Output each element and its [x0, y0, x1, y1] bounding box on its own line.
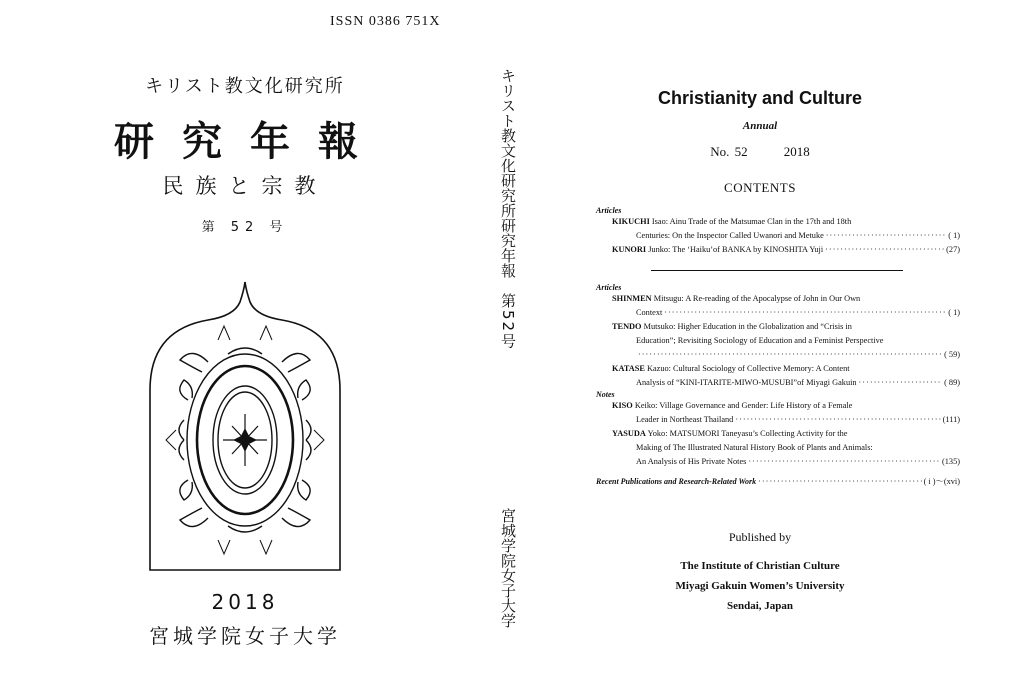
entry-title-line: Mitsugu: A Re-reading of the Apocalypse of John in Our Own	[653, 294, 861, 303]
entry-author: KUNORI	[612, 245, 647, 254]
publisher-line: The Institute of Christian Culture	[680, 560, 840, 572]
published-by-label: Published by	[728, 530, 792, 544]
entry-title-line: Mutsuko: Higher Education in the Globalization and “Crisis in	[643, 322, 852, 331]
entry-page: (27)	[946, 245, 960, 254]
spine-title: キリスト教文化研究所研究年報	[499, 68, 517, 278]
annual-label: Annual	[742, 120, 778, 132]
entry-title-line: Analysis of “KINI-ITARITE-MIWO-MUSUBI”of Miyagi Gakuin	[636, 378, 857, 387]
university-name-ja: 宮城学院女子大学	[149, 624, 341, 648]
toc-entry	[596, 362, 960, 390]
ornament-emblem-icon	[148, 280, 342, 572]
entry-author: KISO	[612, 401, 633, 410]
publisher-line: Miyagi Gakuin Women’s University	[675, 580, 845, 592]
entry-title-line: Education”; Revisiting Sociology of Education and a Feminist Perspective	[636, 336, 884, 345]
entry-title-line: Making of The Illustrated Natural History Book of Plants and Animals:	[636, 443, 873, 452]
recent-publications-entry	[596, 475, 960, 489]
entry-page: ( 1)	[948, 308, 960, 317]
toc-entry	[596, 215, 960, 243]
entry-title-line: An Analysis of His Private Notes	[636, 457, 747, 466]
journal-title-ja: 研究年報	[114, 119, 386, 165]
entry-author: YASUDA	[612, 429, 646, 438]
spine-issue: 第52号	[499, 293, 517, 351]
section-label: Notes	[596, 390, 615, 399]
year-en: 2018	[783, 144, 810, 159]
entry-page: (135)	[942, 457, 960, 466]
table-of-contents	[596, 206, 960, 489]
entry-page: ( 89)	[944, 378, 960, 387]
toc-entry	[596, 399, 960, 427]
spine-university: 宮城学院女子大学	[499, 508, 517, 628]
entry-author: KIKUCHI	[612, 217, 650, 226]
section-label: Articles	[596, 283, 622, 292]
publisher-line: Sendai, Japan	[726, 600, 794, 612]
contents-heading: CONTENTS	[724, 180, 796, 195]
journal-subtitle-ja: 民族と宗教	[162, 174, 328, 198]
entry-author: TENDO	[612, 322, 642, 331]
entry-author: KATASE	[612, 364, 645, 373]
entry-title-line: Junko: The ‘Haiku’of BANKA by KINOSHITA Yuji	[648, 245, 824, 254]
journal-title-en: Christianity and Culture	[657, 88, 863, 108]
section-divider	[651, 270, 903, 271]
entry-title-line: Kazuo: Cultural Sociology of Collective Memory: A Content	[646, 364, 850, 373]
toc-entry	[596, 292, 960, 320]
entry-page: ( 1)	[948, 231, 960, 240]
entry-title-line: Context	[636, 308, 663, 317]
entry-title-line: Isao: Ainu Trade of the Matsumae Clan in the 17th and 18th	[651, 217, 852, 226]
recent-publications-label: Recent Publications and Research-Related Work	[596, 477, 757, 486]
issue-and-year	[560, 144, 960, 160]
publisher-block	[560, 556, 960, 616]
issue-number-en: No. 52	[710, 144, 748, 159]
entry-author: SHINMEN	[612, 294, 652, 303]
toc-entry	[596, 243, 960, 257]
entry-title-line: Yoko: MATSUMORI Taneyasu’s Collecting Activity for the	[647, 429, 848, 438]
entry-page: ( i )〜(xvi)	[923, 477, 960, 486]
issn-label: ISSN 0386 751X	[330, 14, 441, 29]
year-ja-cover: 2018	[211, 590, 279, 614]
entry-title-line: Leader in Northeast Thailand	[636, 415, 734, 424]
section-label: Articles	[596, 206, 622, 215]
entry-page: ( 59)	[944, 350, 960, 359]
institute-name-ja: キリスト教文化研究所	[145, 76, 345, 97]
toc-entry	[596, 320, 960, 362]
entry-title-line: Centuries: On the Inspector Called Uwanori and Metuke	[636, 231, 824, 240]
toc-entry	[596, 427, 960, 469]
issue-number-ja: 第 52 号	[201, 220, 289, 235]
entry-page: (111)	[942, 415, 960, 424]
entry-title-line: Keiko: Village Governance and Gender: Life History of a Female	[634, 401, 853, 410]
